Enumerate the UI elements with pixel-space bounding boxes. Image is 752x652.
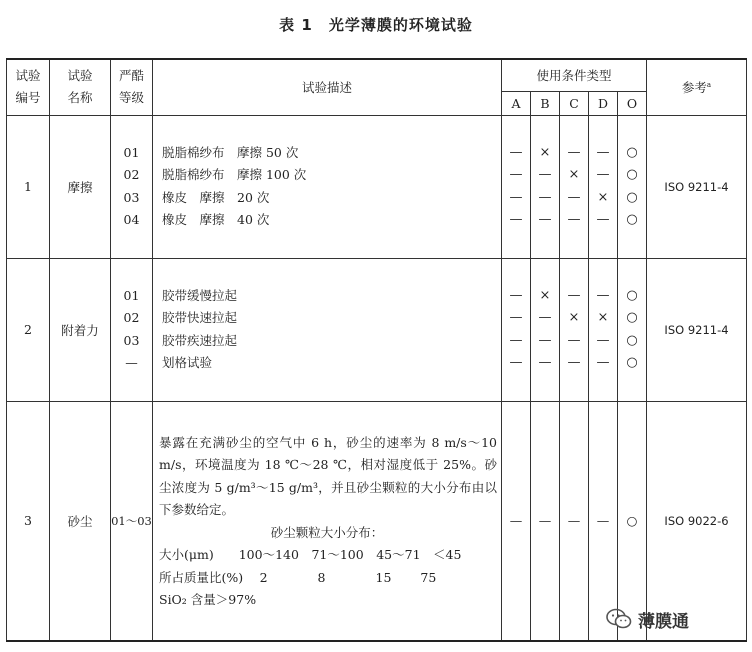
size-line: 大小(μm) 100～140 71～100 45～71 ＜45 — [159, 547, 462, 563]
condition-mark: — — [538, 332, 552, 348]
header-description: 试验描述 — [153, 59, 502, 115]
condition-mark: ○ — [626, 332, 638, 348]
condition-mark: — — [567, 189, 581, 205]
header-test-no-text: 试验 编号 — [15, 68, 41, 106]
condition-mark: — — [509, 212, 523, 227]
header-test-name-text: 试验 名称 — [67, 68, 93, 106]
header-test-no — [7, 59, 50, 115]
condition-mark: — — [567, 332, 581, 348]
condition-mark: — — [538, 310, 552, 325]
table-row — [7, 115, 747, 258]
condition-a — [502, 258, 531, 401]
condition-c — [560, 258, 589, 401]
header-condition-d: D — [589, 91, 618, 115]
severity-grades — [111, 115, 153, 258]
condition-mark: × — [539, 287, 551, 303]
description-line: 脱脂棉纱布 摩擦 50 次 — [162, 144, 299, 160]
header-condition-a: A — [502, 91, 531, 115]
reference: ISO 9022-6 — [647, 401, 747, 641]
grade: 03 — [123, 332, 140, 348]
header-reference: 参考$^a$ — [647, 59, 747, 115]
condition-mark: — — [509, 167, 523, 182]
description-line: 橡皮 摩擦 40 次 — [162, 212, 270, 227]
description-line: 胶带缓慢拉起 — [162, 287, 238, 303]
grade: 01 — [123, 287, 140, 303]
condition-mark: ○ — [626, 310, 638, 325]
condition-mark: — — [538, 212, 552, 227]
condition-mark: ○ — [626, 167, 638, 182]
condition-mark: — — [538, 189, 552, 205]
condition-a — [502, 115, 531, 258]
condition-b: — — [531, 401, 560, 641]
grade: 04 — [123, 212, 140, 227]
header-condition-o: O — [618, 91, 647, 115]
condition-mark: ○ — [626, 144, 638, 160]
severity-grade: 01～03 — [111, 401, 153, 641]
header-conditions: 使用条件类型 — [502, 59, 647, 91]
header-severity — [111, 59, 153, 115]
description-paragraph: 暴露在充满砂尘的空气中 6 h，砂尘的速率为 8 m/s～10 m/s，环境温度为 18 ℃～28 ℃，相对湿度低于 25%。砂尘浓度为 5 g/m³～15 g/m³，并且砂尘颗粒的大小分布由以下参数给定。 — [159, 434, 497, 518]
mass-line: 所占质量比(%) 2 8 15 75 — [159, 569, 437, 585]
description-line: 划格试验 — [162, 355, 213, 370]
condition-mark: — — [596, 332, 610, 348]
description-line: 脱脂棉纱布 摩擦 100 次 — [162, 167, 307, 182]
condition-mark: — — [538, 355, 552, 370]
condition-mark: — — [567, 355, 581, 370]
grade: 03 — [123, 189, 140, 205]
test-description — [153, 115, 502, 258]
description-line: 胶带快速拉起 — [162, 310, 238, 325]
condition-mark: × — [539, 144, 551, 160]
condition-mark: — — [567, 144, 581, 160]
sio2-line: SiO₂ 含量＞97% — [159, 592, 257, 608]
description-line: 橡皮 摩擦 20 次 — [162, 189, 270, 205]
condition-mark: — — [538, 167, 552, 182]
condition-mark: — — [567, 212, 581, 227]
test-name: 摩擦 — [50, 115, 111, 258]
condition-mark: ○ — [626, 212, 638, 227]
condition-mark: × — [568, 167, 580, 182]
condition-o: ○ — [618, 401, 647, 641]
condition-b — [531, 115, 560, 258]
grade: 01 — [123, 144, 140, 160]
condition-mark: — — [509, 287, 523, 303]
table-row — [7, 258, 747, 401]
condition-b — [531, 258, 560, 401]
header-severity-text: 严酷 等级 — [118, 68, 144, 106]
condition-mark: — — [509, 355, 523, 370]
table-title: 表 1 光学薄膜的环境试验 — [279, 16, 473, 34]
condition-a: — — [502, 401, 531, 641]
test-no: 3 — [7, 401, 50, 641]
header-reference-text: 参考 — [681, 80, 707, 96]
test-name: 砂尘 — [50, 401, 111, 641]
wechat-icon — [606, 608, 632, 630]
condition-mark: — — [509, 189, 523, 205]
condition-mark: — — [509, 144, 523, 160]
description-line: 胶带疾速拉起 — [162, 332, 238, 348]
condition-mark: × — [597, 189, 609, 205]
condition-d — [589, 258, 618, 401]
condition-c — [560, 115, 589, 258]
condition-mark: — — [596, 212, 610, 227]
condition-mark: — — [596, 287, 610, 303]
severity-grades — [111, 258, 153, 401]
condition-mark: — — [596, 355, 610, 370]
condition-mark: ○ — [626, 355, 638, 370]
test-no: 1 — [7, 115, 50, 258]
distribution-title: 砂尘颗粒大小分布： — [270, 524, 384, 540]
condition-o — [618, 115, 647, 258]
condition-o — [618, 258, 647, 401]
condition-mark: — — [596, 167, 610, 182]
test-description — [153, 258, 502, 401]
watermark — [606, 602, 689, 636]
condition-mark: ○ — [626, 287, 638, 303]
header-test-name — [50, 59, 111, 115]
condition-mark: — — [567, 287, 581, 303]
condition-mark: — — [596, 144, 610, 160]
condition-mark: ○ — [626, 189, 638, 205]
grade: — — [125, 355, 138, 370]
reference: ISO 9211-4 — [647, 115, 747, 258]
condition-c: — — [560, 401, 589, 641]
condition-mark: — — [509, 310, 523, 325]
header-condition-c: C — [560, 91, 589, 115]
test-name: 附着力 — [50, 258, 111, 401]
header-condition-b: B — [531, 91, 560, 115]
condition-mark: — — [509, 332, 523, 348]
condition-d: — — [589, 401, 618, 641]
condition-mark: × — [568, 310, 580, 325]
reference: ISO 9211-4 — [647, 258, 747, 401]
grade: 02 — [123, 167, 140, 182]
environmental-test-table — [6, 58, 747, 642]
condition-d — [589, 115, 618, 258]
test-description — [153, 401, 502, 641]
condition-mark: × — [597, 310, 609, 325]
test-no: 2 — [7, 258, 50, 401]
grade: 02 — [123, 310, 140, 325]
watermark-text: 薄膜通 — [638, 611, 689, 632]
